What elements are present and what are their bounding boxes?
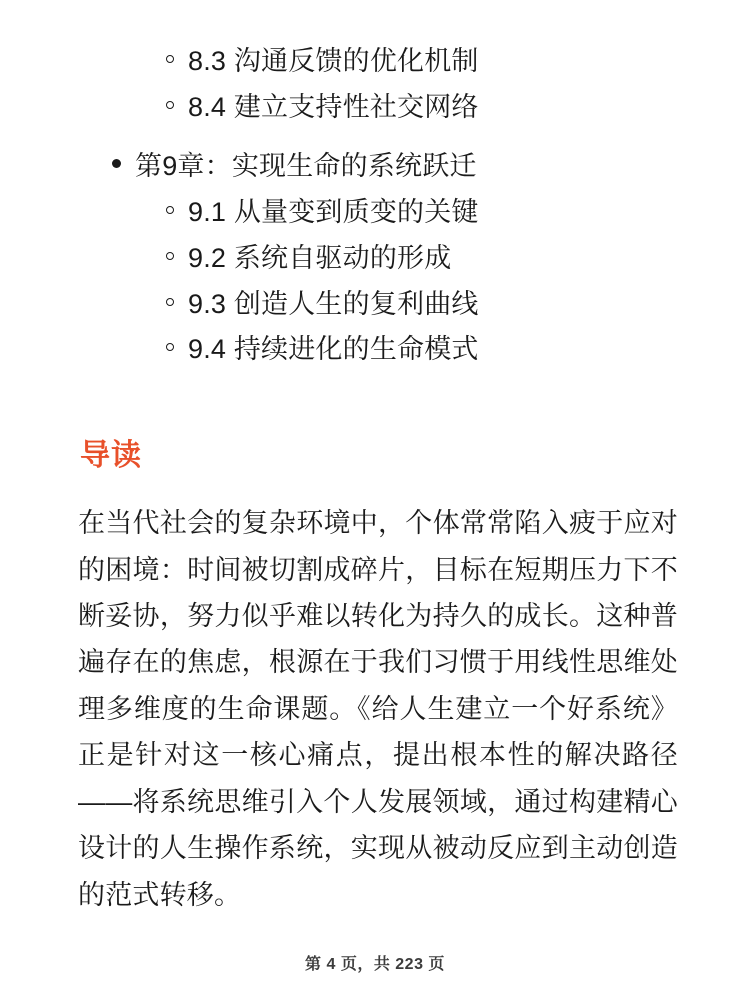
table-of-contents [70, 40, 680, 372]
hollow-bullet-icon [166, 252, 174, 260]
list-item[interactable] [70, 145, 680, 189]
toc-entry-label: 9.2 系统自驱动的形成 [188, 242, 452, 273]
hollow-bullet-icon [166, 55, 174, 63]
hollow-bullet-icon [166, 101, 174, 109]
hollow-bullet-icon [166, 206, 174, 214]
toc-entry-label: 9.1 从量变到质变的关键 [188, 197, 479, 228]
list-item[interactable] [70, 328, 680, 372]
hollow-bullet-icon [166, 343, 174, 351]
toc-entry-label: 9.4 持续进化的生命模式 [188, 334, 479, 365]
list-item[interactable] [70, 283, 680, 327]
filled-bullet-icon [112, 159, 121, 168]
toc-entry-label: 第9章：实现生命的系统跃迁 [135, 151, 477, 182]
toc-entry-label: 9.3 创造人生的复利曲线 [188, 288, 479, 319]
page-footer: 第 4 页，共 223 页 [305, 956, 445, 973]
list-item[interactable] [70, 40, 680, 84]
toc-entry-label: 8.4 建立支持性社交网络 [188, 91, 479, 122]
hollow-bullet-icon [166, 298, 174, 306]
section-paragraph: 在当代社会的复杂环境中，个体常常陷入疲于应对的困境：时间被切割成碎片，目标在短期压力下不断妥协，努力似乎难以转化为持久的成长。这种普遍存在的焦虑，根源在于我们习惯于用线性思维处理多维度的生命课题。《给人生建立一个好系统》正是针对这一核心痛点，提出根本性的解决路径——将系统思维引入个人发展领域，通过构建精心设计的人生操作系统，实现从被动反应到主动创造的范式转移。 [78, 508, 678, 910]
list-item[interactable] [70, 191, 680, 235]
list-item[interactable] [70, 237, 680, 281]
list-item[interactable] [70, 86, 680, 130]
toc-entry-label: 8.3 沟通反馈的优化机制 [188, 46, 479, 76]
section-heading: 导读 [80, 439, 142, 473]
